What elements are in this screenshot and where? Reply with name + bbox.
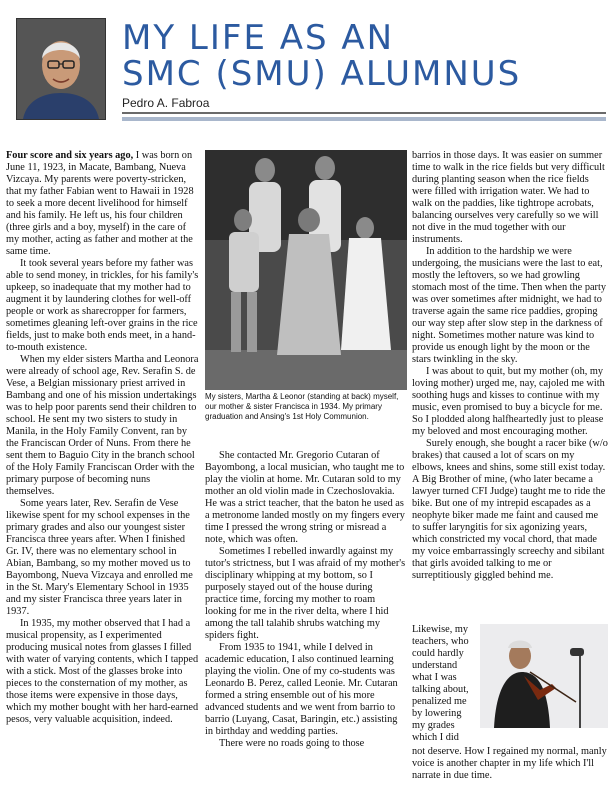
wrap-line: talking about,	[412, 684, 469, 695]
paragraph-tail: not deserve. How I regained my normal, manly voice is another chapter in my life which I'll narrate in due time.	[412, 746, 607, 781]
wrap-line: by lowering	[412, 708, 462, 719]
page-title	[122, 20, 521, 92]
wrap-line: what I was	[412, 672, 457, 683]
wrap-line: which I did	[412, 732, 459, 743]
paragraph: Some years later, Rev. Serafin de Vese likewise spent for my school expenses in the primary grades and also our youngest sister Francisca three years after. When I finished Gr. IV, there was no elementary school in Abian, Bambang, so my mother moved us to Bayombong, Nueva Vizcaya and enrolled me in the St. Mary's Elementary School in 1935 and my sister Francisca three years later in 1937.	[6, 498, 193, 617]
violinist-photo	[480, 624, 608, 728]
wrap-line: my grades	[412, 720, 455, 731]
author-byline: Pedro A. Fabroa	[122, 96, 210, 110]
paragraph: barrios in those days. It was easier on summer time to walk in the rice fields but very difficult during planting season when the rice fields were filled with irrigation water. We had to walk on the paddies, like tightrope acrobats, balancing ourselves very carefully so we will not dive in the mud together with our instruments.	[412, 150, 605, 245]
paragraph-text: I was born on June 11, 1923, in Macate, Bambang, Nueva Vizcaya. My parents were poverty-stricken, that my father Fabian went to Hawaii in 1928 to seek a more decent livelihood for himself and his family. He left us, his four children (three girls and a boy, myself) in the care of my mother, acting as father and mother at the same time.	[6, 150, 194, 257]
paragraph: In 1935, my mother observed that I had a musical propensity, as I experimented producing musical notes from glasses I filled with water of varying contents, which I tapped with a stick. Most of the glasses broke into pieces to the consternation of my mother, as those items were expensive in those days, which my mother bought with her hard-earned pesos, very valuable acquisition, indeed.	[6, 618, 199, 725]
wrap-line: penalized me	[412, 696, 467, 707]
wrap-line: Likewise, my	[412, 624, 469, 635]
paragraph: I was about to quit, but my mother (oh, my loving mother) urged me, nay, cajoled me with soothing hugs and kisses to continue with my music, even promised to buy a bicycle for me. So I plodded along halfheartedly just to please my beloved and most encouraging mother.	[412, 366, 605, 437]
wrap-line: teachers, who	[412, 636, 469, 647]
paragraph: In addition to the hardship we were undergoing, the musicians were the last to eat, mostly the leftovers, so we had growling stomach most of the time. Then when the party was over sometimes after midnight, we had to traverse again the same rice paddies, groping our way step after slow step in the darkness of night. Sometimes mother nature was kind to provide us enough light by the moon or the stars twinkling in the sky.	[412, 246, 606, 365]
paragraph: From 1935 to 1941, while I delved in academic education, I also continued learning playing the violin. One of my co-students was Leonardo B. Perez, called Leonie. Mr. Cutaran formed a string ensemble out of his more advanced students and we went from barrio to barrio (Luyang, Casat, Baringin, etc.) assisting in birthday and wedding parties.	[205, 642, 398, 737]
header-rule-light	[122, 117, 606, 121]
article-column-1	[6, 150, 199, 726]
paragraph: When my elder sisters Martha and Leonora were already of school age, Rev. Serafin S. de Vese, a Belgian missionary priest arrived in Bambang and one of his mission undertakings was to help poor parents send their children to school. He sent my two sisters to study in Manila, in the Holy Family Convent, ran by the Franciscan Order of Nuns. From there he sent them to Baguio City in the branch school of the Holy Family Franciscan Order with the primary purpose of becoming nuns themselves.	[6, 354, 199, 497]
paragraph: Sometimes I rebelled inwardly against my tutor's strictness, but I was afraid of my mother's disciplinary whipping at my bottom, so I purposely stayed out of the house during practice time, forcing my mother to roam looking for me in the river delta, where I hid among the tall talahib shrubs watching my spiders fight.	[205, 546, 406, 641]
author-portrait	[16, 18, 106, 120]
paragraph: She contacted Mr. Gregorio Cutaran of Bayombong, a local musician, who taught me to play the violin at home. Mr. Cutaran sold to my mother an old violin made in Czechoslovakia. He was a strict teacher, that the baton he used as a metronome landed mostly on my fingers every time I pressed the wrong string or misread a note, which was often.	[205, 450, 405, 545]
paragraph: It took several years before my father was able to send money, in trickles, for his family's upkeep, so inadequate that my mother had to augment it by laundering clothes for well-off people or work as sharecropper for farmers, sometimes gleaning left-over grains in the rice fields, just to make both ends meet, in a hand-to-mouth existence.	[6, 258, 199, 353]
paragraph	[6, 150, 199, 258]
wrap-line: could hardly	[412, 648, 464, 659]
family-photo	[205, 150, 407, 390]
article-column-2	[205, 450, 407, 750]
wrap-line: understand	[412, 660, 458, 671]
article-column-3	[412, 150, 608, 582]
paragraph: There were no roads going to those	[219, 738, 365, 749]
photo-caption: My sisters, Martha & Leonor (standing at back) myself, our mother & sister Francisca in 1934. My primary graduation and Ansing's 1st Holy Communion.	[205, 392, 399, 421]
header-rule-dark	[122, 112, 606, 114]
title-line-1: MY LIFE AS AN	[122, 18, 395, 58]
title-line-2: SMC (SMU) ALUMNUS	[122, 54, 522, 94]
lead-in: Four score and six years ago,	[6, 150, 134, 161]
paragraph: Surely enough, she bought a racer bike (w/o brakes) that caused a lot of scars on my elbows, knees and shins, some still exist today. A Big Brother of mine, (who later became a lawyer turned CFI Judge) taught me to ride the bike. But one of my intrepid escapades as a neophyte biker made me faint and caused me to suffer laryngitis for six agonizing years, which constricted my vocal chord, that made my voice embarrassingly screechy and sibilant that girls avoided talking to me or surreptitiously giggled behind me.	[412, 438, 608, 581]
